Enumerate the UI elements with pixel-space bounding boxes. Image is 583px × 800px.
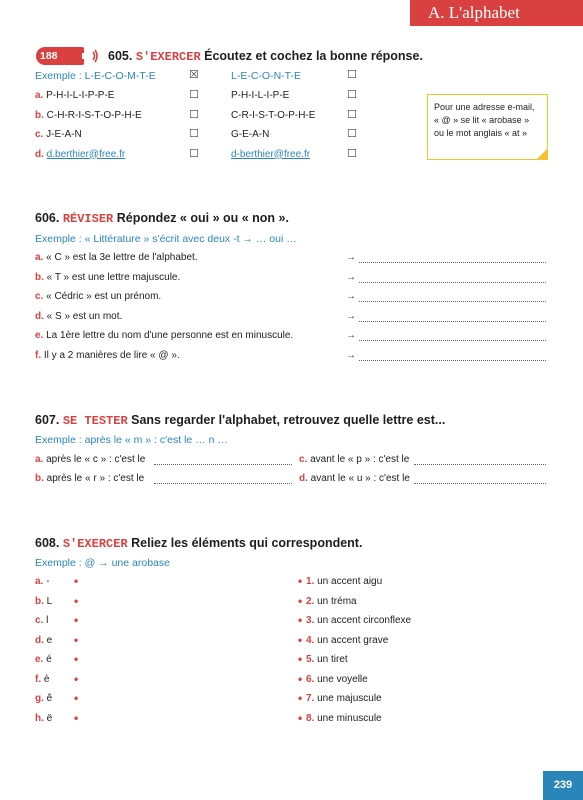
example-alt: L-E-C-O-N-T-E	[231, 70, 301, 82]
match-dot-right[interactable]: •	[298, 632, 303, 647]
section-header: A. L'alphabet	[410, 0, 583, 26]
match-right-item	[306, 693, 382, 704]
item-letter: d.	[35, 310, 44, 322]
match-left-item	[35, 654, 52, 665]
match-dot-right[interactable]: •	[298, 710, 303, 725]
item-number: 8.	[306, 712, 315, 724]
symbol-text: è	[43, 673, 50, 685]
answer-line[interactable]	[414, 455, 546, 465]
match-dot-left[interactable]: •	[74, 593, 79, 608]
match-dot-left[interactable]: •	[74, 671, 79, 686]
example-checked-box: ☒	[189, 69, 199, 81]
checkbox[interactable]: ☐	[347, 69, 357, 81]
answer-line[interactable]	[359, 292, 546, 302]
question-text: Il y a 2 manières de lire « @ ».	[43, 349, 180, 361]
item-letter: c.	[35, 291, 44, 302]
match-right-item	[306, 596, 357, 607]
item-letter: d.	[299, 473, 308, 484]
item-letter: e.	[35, 330, 44, 341]
example-605: Exemple : L-E-C-O-M-T-E	[35, 70, 156, 82]
match-right-item	[306, 635, 388, 646]
match-left-item	[35, 576, 49, 587]
audio-track-badge[interactable]	[36, 47, 84, 65]
answer-line[interactable]	[414, 474, 546, 484]
answer-row	[35, 110, 142, 121]
description-text: une voyelle	[317, 673, 368, 685]
match-right-item	[306, 674, 368, 685]
question-row	[299, 454, 409, 465]
option-right: P-H-I-L-I-P-E	[231, 90, 290, 101]
match-dot-left[interactable]: •	[74, 574, 79, 588]
answer-row	[35, 90, 114, 101]
question-text: après le « r » : c'est le	[46, 473, 145, 484]
item-letter: e.	[35, 654, 44, 665]
item-letter: b.	[35, 473, 44, 484]
match-right-item	[306, 654, 348, 665]
match-left-item	[35, 674, 49, 685]
exercise-instruction: Répondez « oui » ou « non ».	[116, 211, 289, 225]
description-text: une majuscule	[317, 693, 382, 704]
item-letter: a.	[35, 252, 44, 263]
exercise-605-title	[108, 49, 423, 64]
match-dot-right[interactable]: •	[298, 593, 303, 608]
exercise-instruction: Sans regarder l'alphabet, retrouvez quelle lettre est...	[131, 413, 446, 427]
arrow-icon: →	[346, 271, 356, 283]
option-left: C-H-R-I-S-T-O-P-H-E	[46, 109, 142, 121]
exercise-606-title	[35, 211, 289, 226]
exercise-tag: S'EXERCER	[62, 537, 128, 551]
checkbox[interactable]: ☐	[189, 108, 199, 121]
item-letter: d.	[35, 148, 44, 160]
option-right: C-R-I-S-T-O-P-H-E	[231, 109, 316, 121]
option-right: d-berthier@free.fr	[231, 148, 311, 160]
arrow-icon: →	[346, 349, 356, 361]
match-left-item	[35, 596, 52, 607]
item-number: 5.	[306, 654, 315, 665]
question-text: « T » est une lettre majuscule.	[46, 271, 181, 283]
item-number: 3.	[306, 615, 315, 626]
question-row	[35, 454, 145, 465]
exercise-instruction: Reliez les éléments qui correspondent.	[131, 536, 363, 550]
item-number: 6.	[306, 673, 315, 685]
option-right: G-E-A-N	[231, 129, 270, 140]
item-number: 7.	[306, 693, 315, 704]
exercise-number: 605.	[108, 49, 133, 63]
question-row	[35, 311, 122, 322]
symbol-text: ë	[46, 712, 53, 724]
item-letter: b.	[35, 595, 44, 607]
item-letter: c.	[299, 454, 308, 465]
match-right-item	[306, 576, 382, 587]
exercise-608-title	[35, 536, 362, 551]
item-letter: f.	[35, 673, 42, 685]
item-number: 1.	[306, 576, 315, 587]
match-dot-right[interactable]: •	[298, 652, 303, 666]
answer-line[interactable]	[359, 253, 546, 263]
question-row	[35, 350, 180, 361]
match-dot-right[interactable]: •	[298, 613, 303, 627]
question-text: La 1ère lettre du nom d'une personne est en minuscule.	[46, 330, 294, 341]
answer-line[interactable]	[359, 351, 546, 361]
description-text: un tiret	[317, 654, 348, 665]
question-row	[35, 291, 161, 302]
example-607: Exemple : après le « m » : c'est le … n …	[35, 434, 228, 446]
symbol-text: L	[46, 595, 53, 607]
symbol-text: e	[46, 634, 53, 646]
exercise-number: 607.	[35, 413, 60, 427]
match-dot-left[interactable]: •	[74, 710, 79, 725]
checkbox[interactable]: ☐	[347, 108, 357, 121]
symbol-text: ê	[46, 693, 53, 704]
question-text: « C » est la 3e lettre de l'alphabet.	[46, 252, 198, 263]
checkbox[interactable]: ☐	[347, 147, 357, 160]
description-text: un accent grave	[317, 634, 389, 646]
match-dot-left[interactable]: •	[74, 652, 79, 666]
description-text: une minuscule	[317, 712, 382, 724]
item-letter: f.	[35, 349, 42, 361]
option-left: J-E-A-N	[46, 129, 82, 140]
match-dot-left[interactable]: •	[74, 632, 79, 647]
match-left-item	[35, 635, 52, 646]
checkbox[interactable]: ☐	[189, 89, 199, 101]
match-dot-right[interactable]: •	[298, 671, 303, 686]
symbol-text: l	[46, 615, 49, 626]
exercise-607-title	[35, 413, 445, 428]
question-text: après le « c » : c'est le	[46, 454, 146, 465]
note-corner	[536, 148, 548, 160]
question-text: « S » est un mot.	[46, 310, 123, 322]
match-left-item	[35, 615, 48, 626]
checkbox[interactable]: ☐	[347, 89, 357, 101]
page-number: 239	[543, 771, 583, 800]
item-letter: h.	[35, 712, 44, 724]
exercise-number: 606.	[35, 211, 60, 225]
question-text: « Cédric » est un prénom.	[46, 291, 162, 302]
option-left: P-H-I-L-I-P-P-E	[46, 90, 115, 101]
answer-line[interactable]	[359, 331, 546, 341]
arrow-icon: →	[346, 310, 356, 322]
item-letter: a.	[35, 90, 44, 101]
item-number: 4.	[306, 634, 315, 646]
exercise-tag: SE TESTER	[62, 414, 128, 428]
match-dot-left[interactable]: •	[74, 613, 79, 627]
description-text: un accent circonflexe	[317, 615, 412, 626]
example-608: Exemple : @ → une arobase	[35, 557, 170, 569]
note-box: Pour une adresse e-mail, « @ » se lit « arobase » ou le mot anglais « at »	[427, 94, 548, 160]
question-row	[35, 272, 180, 283]
match-left-item	[35, 693, 52, 704]
checkbox[interactable]: ☐	[189, 147, 199, 160]
checkbox[interactable]: ☐	[347, 128, 357, 140]
question-row	[299, 473, 410, 484]
item-letter: b.	[35, 271, 44, 283]
match-right-item	[306, 615, 411, 626]
arrow-icon: →	[346, 330, 356, 341]
symbol-text: é	[46, 654, 52, 665]
item-letter: a.	[35, 454, 44, 465]
item-letter: d.	[35, 634, 44, 646]
checkbox[interactable]: ☐	[189, 128, 199, 140]
item-number: 2.	[306, 595, 315, 607]
item-letter: c.	[35, 129, 44, 140]
exercise-tag: RÉVISER	[62, 212, 114, 226]
answer-row	[35, 149, 125, 160]
answer-line[interactable]	[154, 474, 292, 484]
match-dot-right[interactable]: •	[298, 574, 303, 588]
option-left: d.berthier@free.fr	[46, 148, 126, 160]
match-left-item	[35, 713, 52, 724]
question-text: avant le « p » : c'est le	[310, 454, 410, 465]
match-right-item	[306, 713, 382, 724]
answer-line[interactable]	[154, 455, 292, 465]
item-letter: a.	[35, 576, 44, 587]
item-letter: g.	[35, 693, 44, 704]
track-number: 188	[40, 50, 58, 62]
exercise-tag: S'EXERCER	[135, 50, 201, 64]
match-dot-left[interactable]: •	[74, 691, 79, 705]
answer-row	[35, 129, 82, 140]
description-text: un tréma	[317, 595, 357, 607]
arrow-icon: →	[346, 252, 356, 263]
exercise-instruction: Écoutez et cochez la bonne réponse.	[204, 49, 423, 63]
description-text: un accent aigu	[317, 576, 383, 587]
speaker-icon	[80, 48, 98, 64]
question-row	[35, 473, 144, 484]
example-606: Exemple : « Littérature » s'écrit avec deux -t → … oui …	[35, 233, 297, 245]
item-letter: b.	[35, 109, 44, 121]
question-text: avant le « u » : c'est le	[310, 473, 410, 484]
question-row	[35, 252, 198, 263]
arrow-icon: →	[346, 291, 356, 302]
match-dot-right[interactable]: •	[298, 691, 303, 705]
question-row	[35, 330, 293, 341]
item-letter: c.	[35, 615, 44, 626]
exercise-number: 608.	[35, 536, 60, 550]
symbol-text: -	[46, 576, 50, 587]
answer-line[interactable]	[359, 273, 546, 283]
answer-line[interactable]	[359, 312, 546, 322]
